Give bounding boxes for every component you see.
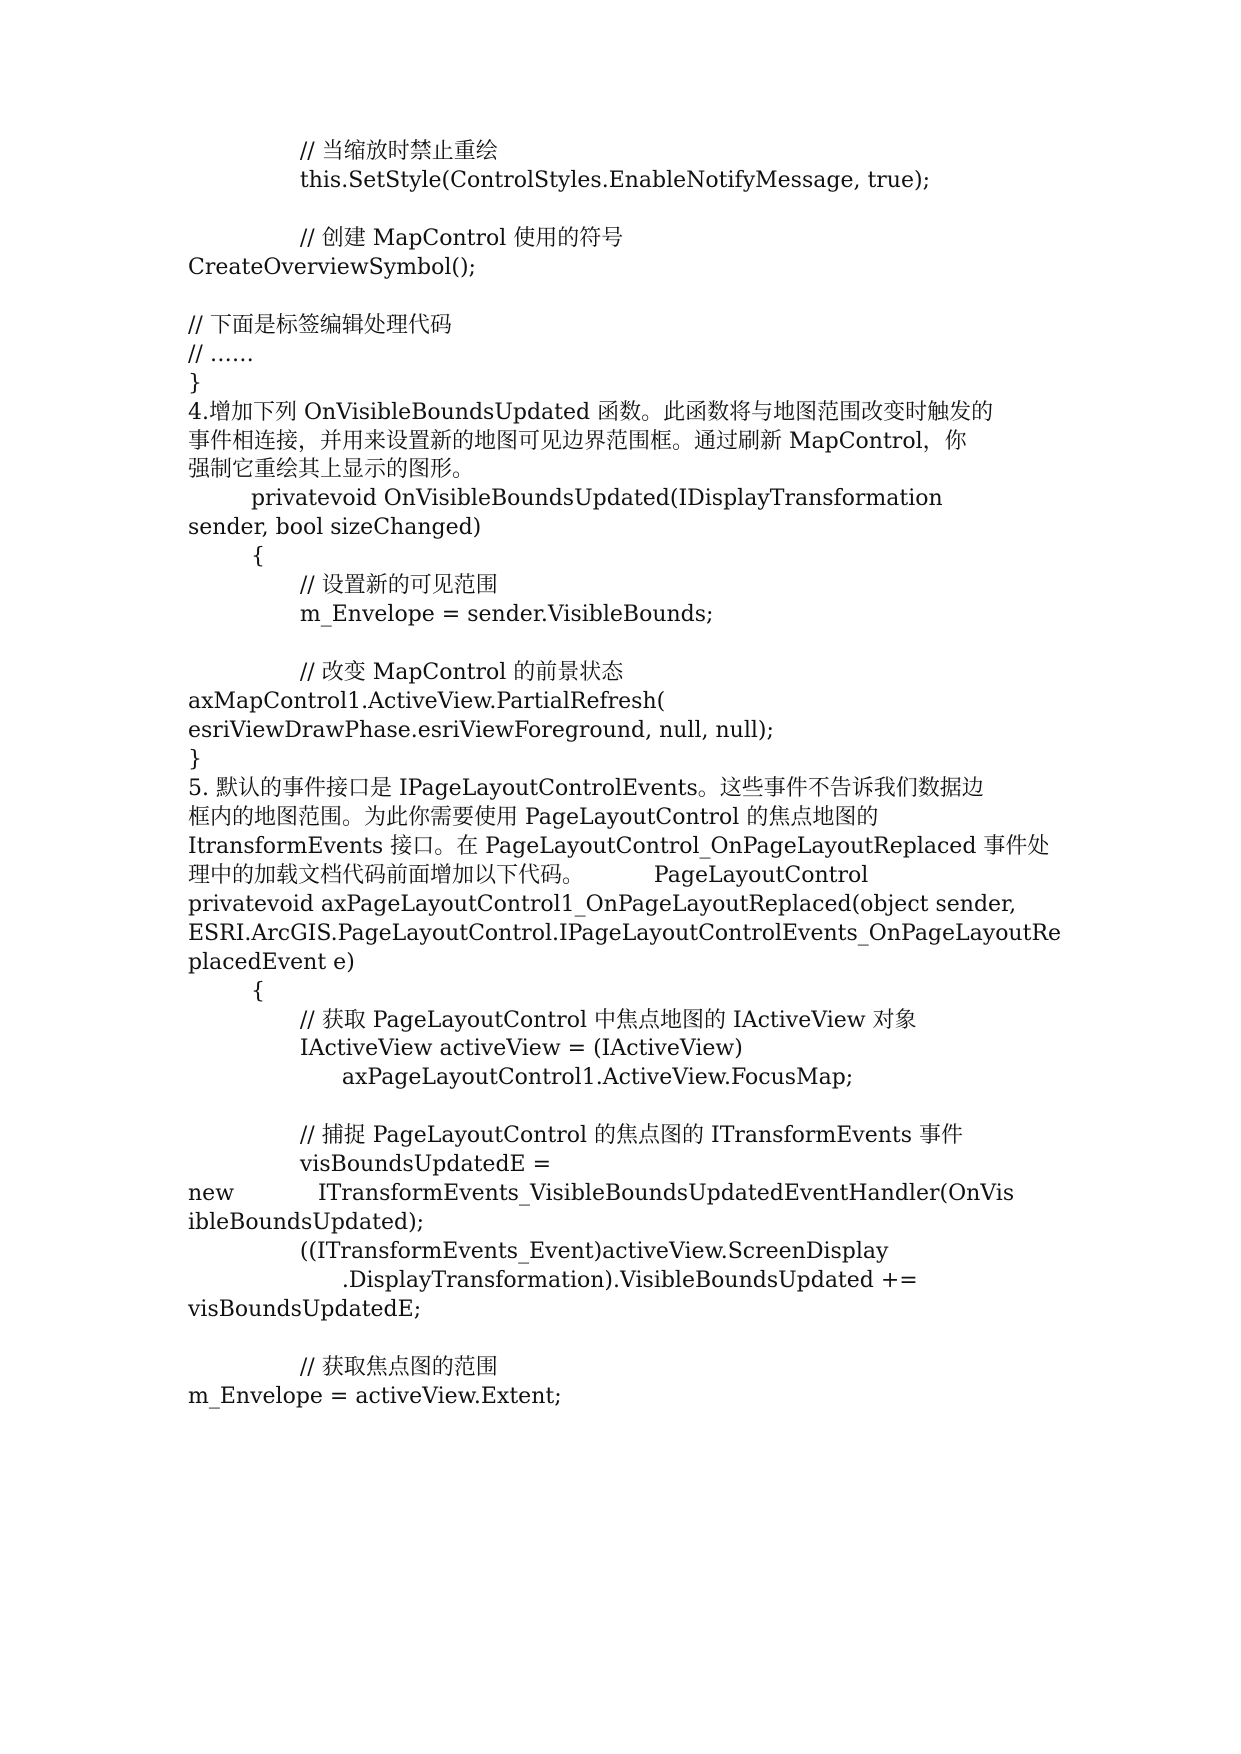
document-line: ibleBoundsUpdated); [188,1210,425,1235]
document-line: 理中的加载文档代码前面增加以下代码。 PageLayoutControl [188,863,869,888]
document-line: sender, bool sizeChanged) [188,515,482,540]
document-line: privatevoid OnVisibleBoundsUpdated(IDisplayTransformation [188,486,943,511]
document-line: // 获取焦点图的范围 [188,1355,498,1380]
document-line: // 设置新的可见范围 [188,573,498,598]
document-line: IActiveView activeView = (IActiveView) [188,1036,743,1061]
document-line: } [188,747,202,772]
document-line: m_Envelope = sender.VisibleBounds; [188,602,714,627]
document-line: // …… [188,342,254,367]
document-line: 4.增加下列 OnVisibleBoundsUpdated 函数。此函数将与地图范围改变时触发的 [188,400,994,425]
document-line: 5. 默认的事件接口是 IPageLayoutControlEvents。这些事件不告诉我们数据边 [188,776,984,801]
document-line: // 改变 MapControl 的前景状态 [188,660,624,685]
document-line: // 获取 PageLayoutControl 中焦点地图的 IActiveView 对象 [188,1008,917,1033]
document-line: new ITransformEvents_VisibleBoundsUpdatedEventHandler(OnVis [188,1181,1015,1206]
document-line: { [188,544,265,569]
document-line: axMapControl1.ActiveView.PartialRefresh( [188,689,666,714]
document-line: 强制它重绘其上显示的图形。 [188,457,475,482]
document-line: axPageLayoutControl1.ActiveView.FocusMap; [188,1065,854,1090]
document-line: CreateOverviewSymbol(); [188,255,476,280]
document-line: 事件相连接，并用来设置新的地图可见边界范围框。通过刷新 MapControl，你 [188,429,967,454]
document-line: // 当缩放时禁止重绘 [188,139,498,164]
document-line: ItransformEvents 接口。在 PageLayoutControl_OnPageLayoutReplaced 事件处 [188,834,1050,859]
document-line: } [188,371,202,396]
document-line: privatevoid axPageLayoutControl1_OnPageLayoutReplaced(object sender, [188,892,1017,917]
document-line: // 创建 MapControl 使用的符号 [188,226,624,251]
document-line: ESRI.ArcGIS.PageLayoutControl.IPageLayoutControlEvents_OnPageLayoutRe [188,921,1062,946]
document-line: esriViewDrawPhase.esriViewForeground, null, null); [188,718,774,743]
document-line: // 下面是标签编辑处理代码 [188,313,452,338]
document-line: // 捕捉 PageLayoutControl 的焦点图的 ITransformEvents 事件 [188,1123,964,1148]
document-line: visBoundsUpdatedE = [188,1152,552,1177]
document-line: ((ITransformEvents_Event)activeView.ScreenDisplay [188,1239,889,1264]
document-line: placedEvent e) [188,950,355,975]
document-line: m_Envelope = activeView.Extent; [188,1384,562,1409]
document-line: this.SetStyle(ControlStyles.EnableNotifyMessage, true); [188,168,930,193]
document-line: visBoundsUpdatedE; [188,1297,422,1322]
document-line: { [188,979,265,1004]
document-line: .DisplayTransformation).VisibleBoundsUpdated += [188,1268,918,1293]
document-line: 框内的地图范围。为此你需要使用 PageLayoutControl 的焦点地图的 [188,805,879,830]
